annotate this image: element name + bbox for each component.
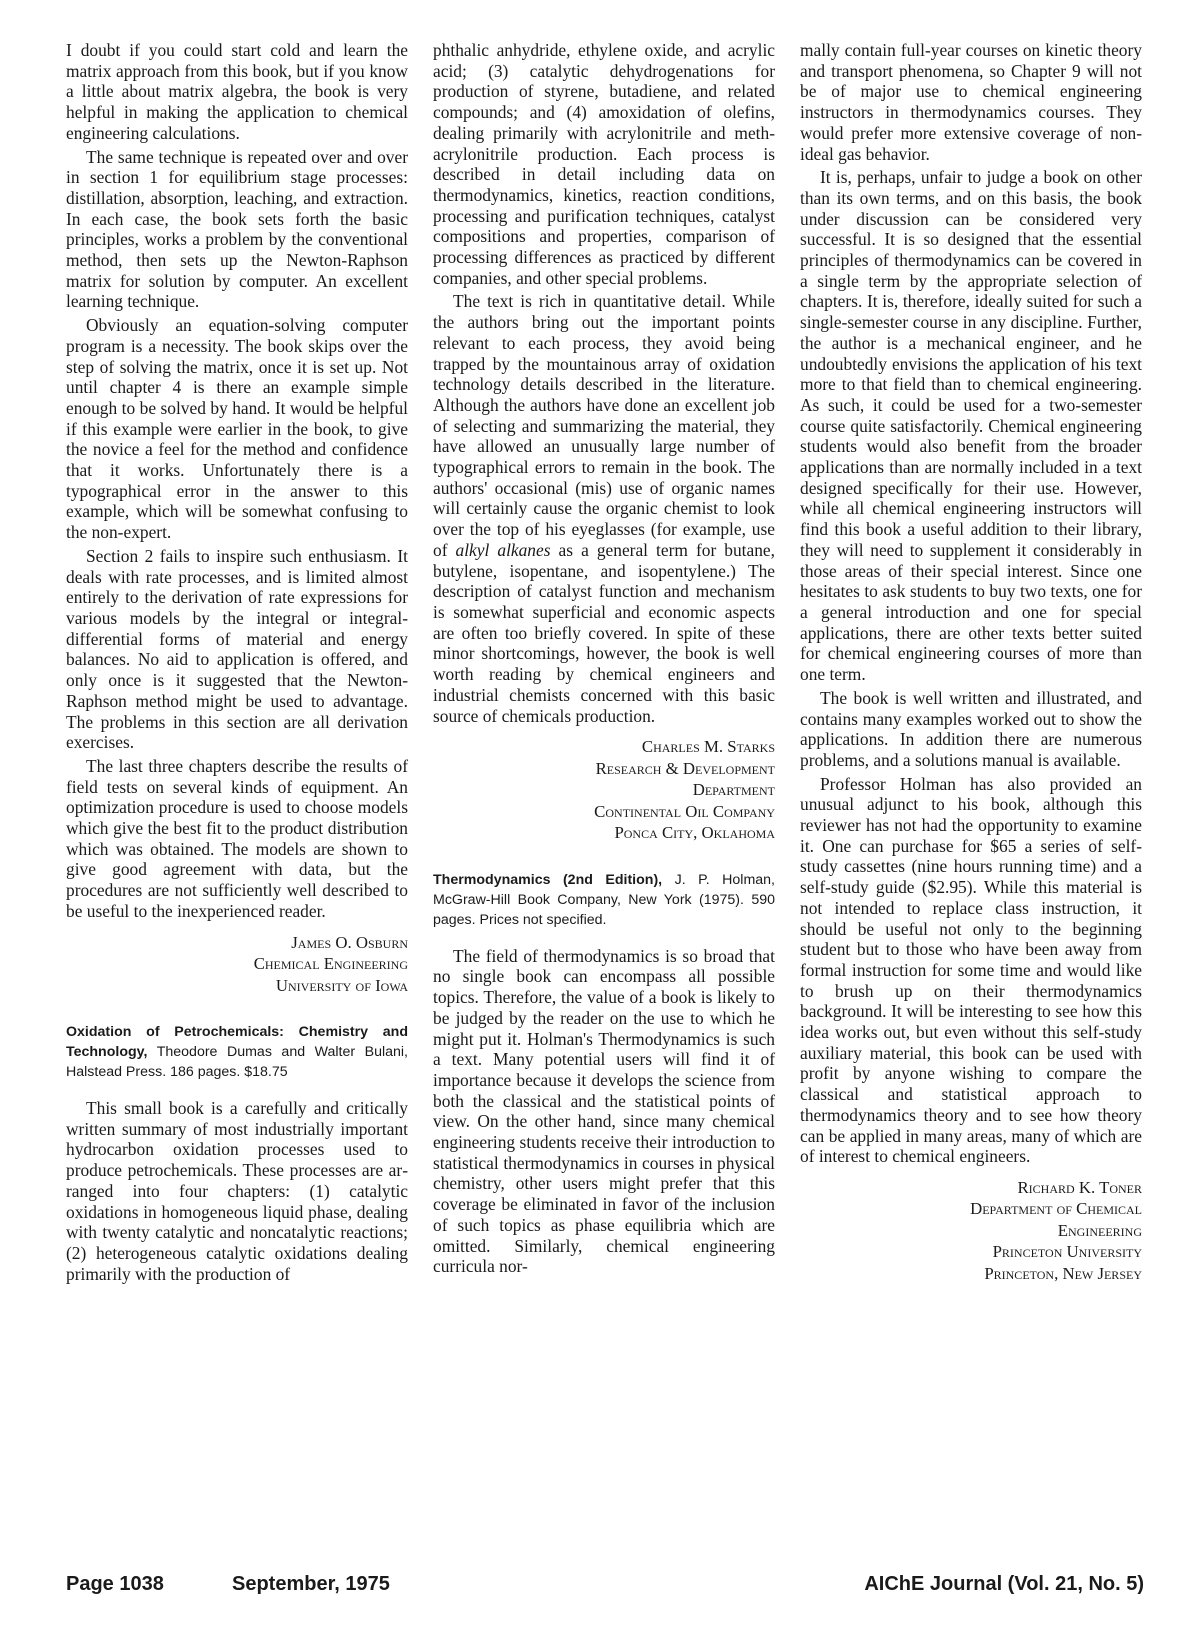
reviewer-name: Charles M. Starks [641, 737, 775, 757]
book-title: Thermodynamics (2nd Edition), [433, 871, 663, 888]
page-number: Page 1038 [66, 1573, 164, 1595]
book-details: J. P. Holman, McGraw-Hill Book Company, New York (1975). 590 pages. Prices not specified. [433, 871, 776, 928]
column-1 [66, 40, 408, 1287]
book-review-heading [433, 870, 775, 930]
reviewer-signature [433, 736, 775, 844]
body-paragraph: Professor Holman has also provided an unusual adjunct to his book, although this reviewer has not had the opportunity to examine it. One can purchase for $65 a series of self-study cassettes (nine hours running time) and a self-study guide ($2.95). While this material is not intended to replace class instruction, it should be useful not only to the beginning student but to those who have been away from formal instruction for some time and would like to brush up on their thermodynamics background. It will be interesting to see how this idea works out, but even without this self-study auxiliary material, this book can be used with profit by anyone wishing to compare the classical and statistical approach to thermodynamics theory and to see how theory can be applied in many areas, many of which are of interest to chemical engineers. [800, 773, 1142, 1167]
book-title: Oxidation of Petrochemicals: Chemistry and Technology, [66, 1024, 408, 1061]
body-paragraph: Obviously an equation-solving computer program is a necessity. The book skips over the step of solving the matrix, once it is set up. Not until chapter 4 is there an example simple enough to be solved by hand. It would be helpful if this example were earlier in the book, to give the novice a feel for the method and confidence that it works. Unfortunately there is a typographical error in the answer to this example, which will be somewhat confusing to the non-expert. [66, 315, 408, 543]
reviewer-signature [66, 932, 408, 997]
book-details: Theodore Dumas and Walter Bulani, Halstead Press. 186 pages. $18.75 [66, 1044, 408, 1081]
column-2 [433, 40, 775, 1280]
reviewer-affiliation: Research & Development [595, 758, 775, 778]
text-run: as a general term for butane, butylene, isopentane, and isopentylene.) The description of catalyst function and mechanism is somewhat superficial and economic aspects are often too briefly covered. In spite of these minor shortcomings, however, the book is well worth reading by chemical engineers and industrial chemists concerned with this basic source of chemicals production. [433, 539, 775, 726]
body-paragraph: This small book is a carefully and critically written summary of most industrially important hydrocarbon oxidation processes used to produce petrochemicals. These processes are arranged into four chapters: (1) catalytic oxidations in homogeneous liquid phase, dealing with twenty catalytic and noncatalytic reactions; (2) heterogeneous catalytic oxidations dealing primarily with the production of [66, 1098, 408, 1284]
reviewer-affiliation: Chemical Engineering [253, 954, 408, 974]
body-paragraph: I doubt if you could start cold and learn the matrix approach from this book, but if you know a little about matrix algebra, the book is very helpful in making the application to chemical engineering calculations. [66, 40, 408, 143]
reviewer-affiliation: Engineering [1057, 1220, 1142, 1240]
reviewer-name: Richard K. Toner [1017, 1177, 1142, 1197]
reviewer-affiliation: University of Iowa [275, 975, 408, 995]
page-footer [66, 1573, 1144, 1599]
body-paragraph: The last three chapters describe the results of field tests on several kinds of equipment. An optimization procedure is used to choose models which give the best fit to the product distribution which was obtained. The models are shown to give good agreement with data, but the procedures are not sufficiently well described to be useful to the inexperienced reader. [66, 755, 408, 921]
reviewer-affiliation: Department of Chemical [970, 1199, 1142, 1219]
body-paragraph: It is, perhaps, unfair to judge a book on other than its own terms, and on this basis, the book under discussion can be considered very successful. It is so designed that the essential principles of thermodynamics can be covered in a single term by the appropriate selection of chapters. It is, therefore, ideally suited for such a single-semester course in any discipline. Further, the author is a mechanical engineer, and he undoubtedly envisions the application of his text more to that field than to chemical engineering. As such, it could be used for a two-semester course quite satisfactorily. Chemical engineering students would also benefit from the broader applications than are normally included in a text designed specifically for their use. However, while all chemical engineering instructors will find this book a useful addition to their library, they will need to supplement it considerably in those areas of their special interest. Since one hesitates to ask students to buy two texts, one for a general introduction and one for special applications, there are other texts better suited for chemical engineering courses of more than one term. [800, 167, 1142, 685]
reviewer-name: James O. Osburn [291, 932, 408, 952]
reviewer-affiliation: Princeton, New Jersey [984, 1263, 1142, 1283]
reviewer-affiliation: Ponca City, Oklahoma [614, 823, 775, 843]
body-paragraph: The same technique is repeated over and over in section 1 for equilibrium stage processes: distillation, absorption, leaching, and extraction. In each case, the book sets forth the basic principles, works a problem by the conventional method, then sets up the Newton-Raphson matrix for solution by computer. An excellent learning technique. [66, 146, 408, 312]
reviewer-affiliation: Princeton University [992, 1242, 1142, 1262]
italic-term: alkyl alkanes [455, 539, 551, 560]
reviewer-signature [800, 1177, 1142, 1285]
journal-name: AIChE Journal (Vol. 21, No. 5) [864, 1573, 1144, 1595]
text-run: The text is rich in quantitative detail. While the authors bring out the important points relevant to each process, they avoid being trapped by the mountainous array of oxidation technology details described in the literature. Although the authors have done an excellent job of selecting and summarizing the material, they have allowed an unusually large number of typographical errors to remain in the book. The authors' occasional (mis) use of organic names will certainly cause the organic chemist to look over the top of his eyeglasses (for example, use of [433, 291, 775, 560]
reviewer-affiliation: Continental Oil Company [594, 801, 775, 821]
reviewer-affiliation: Department [692, 780, 775, 800]
body-paragraph: The field of thermodynamics is so broad that no single book can encompass all possible topics. Therefore, the value of a book is likely to be judged by the reader on the use to which he might put it. Holman's Thermodynamics is such a text. Many potential users will find it of importance because it develops the science from both the classical and the statistical points of view. On the other hand, since many chemical engineering students receive their introduction to statistical thermodynamics in courses in physical chemistry, other users might prefer that this coverage be eliminated in favor of the inclusion of such topics as phase equilibria which are omitted. Similarly, chemical engineering curricula nor- [433, 945, 775, 1277]
body-paragraph: The book is well written and illustrated, and contains many examples worked out to show the applications. In addition there are numerous problems, and a solutions manual is available. [800, 687, 1142, 770]
body-paragraph [433, 291, 775, 726]
column-3 [800, 40, 1142, 1310]
body-paragraph: Section 2 fails to inspire such enthusiasm. It deals with rate processes, and is limited almost entirely to the derivation of rate expressions for various models by the integral or integral-differential forms of material and energy balances. No aid to application is offered, and only once is it suggested that the Newton-Raphson method might be used to advantage. The problems in this section are all derivation exercises. [66, 545, 408, 753]
body-paragraph: mally contain full-year courses on kinetic theory and transport phenomena, so Chapter 9 will not be of major use to chemical engineering instructors in thermodynamics courses. They would prefer more extensive coverage of non-ideal gas behavior. [800, 40, 1142, 164]
issue-date: September, 1975 [232, 1573, 390, 1595]
body-paragraph: phthalic anhydride, ethylene oxide, and acrylic acid; (3) catalytic dehydrogenations for production of styrene, butadiene, and related compounds; and (4) amoxidation of olefins, dealing primarily with acrylonitrile and methacrylonitrile production. Each process is described in detail including data on thermodynamics, kinetics, reaction conditions, processing and purification techniques, catalyst compositions and properties, comparison of processing differences as practiced by different companies, and other special problems. [433, 40, 775, 288]
book-review-heading [66, 1022, 408, 1082]
